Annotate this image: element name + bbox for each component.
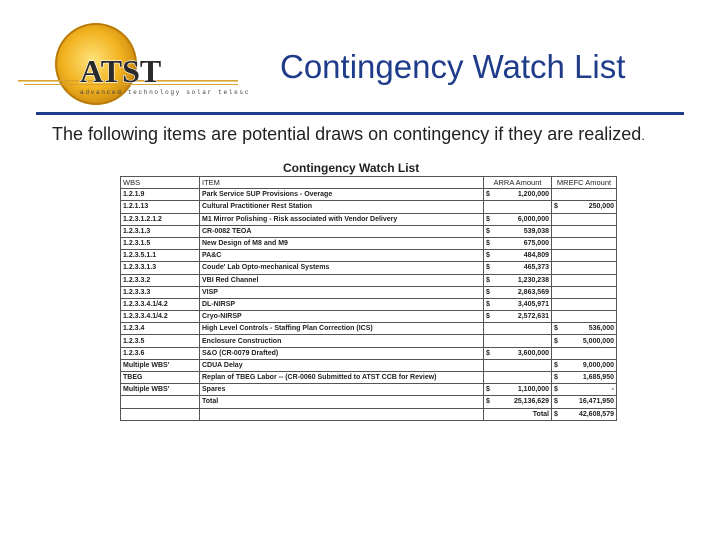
cell-wbs: Multiple WBS' xyxy=(121,384,200,396)
currency-symbol: $ xyxy=(486,191,490,199)
cell-mrefc xyxy=(552,396,617,408)
currency-symbol: $ xyxy=(554,398,558,406)
table-row xyxy=(121,237,617,249)
table-row xyxy=(121,225,617,237)
amount-value: 25,136,629 xyxy=(513,398,549,406)
amount-value: 484,809 xyxy=(523,252,549,260)
currency-symbol: $ xyxy=(486,276,490,284)
cell-item: VBI Red Channel xyxy=(200,274,484,286)
cell-item: VISP xyxy=(200,286,484,298)
slide-title: Contingency Watch List xyxy=(280,48,626,85)
cell-mrefc xyxy=(552,189,617,201)
cell-mrefc xyxy=(552,262,617,274)
cell-wbs: 1.2.3.5 xyxy=(121,335,200,347)
cell-item: M1 Mirror Polishing - Risk associated with Vendor Delivery xyxy=(200,213,484,225)
cell-item: Coude' Lab Opto-mechanical Systems xyxy=(200,262,484,274)
amount-value: 1,685,950 xyxy=(582,374,614,382)
grand-total-label: Total xyxy=(484,408,552,420)
currency-symbol: $ xyxy=(486,398,490,406)
cell-mrefc xyxy=(552,298,617,310)
intro-sentence: The following items are potential draws on contingency if they are realized xyxy=(52,124,642,144)
table-row xyxy=(121,335,617,347)
cell-arra xyxy=(484,262,552,274)
cell-mrefc xyxy=(552,225,617,237)
title-divider xyxy=(36,112,684,115)
header-item: ITEM xyxy=(200,177,484,189)
cell-arra xyxy=(484,189,552,201)
cell-arra xyxy=(484,323,552,335)
cell-mrefc xyxy=(552,213,617,225)
cell-arra xyxy=(484,286,552,298)
table-row xyxy=(121,286,617,298)
cell-item: High Level Controls - Staffing Plan Correction (ICS) xyxy=(200,323,484,335)
cell-mrefc xyxy=(552,274,617,286)
table-row xyxy=(121,372,617,384)
cell-arra xyxy=(484,311,552,323)
currency-symbol: $ xyxy=(554,410,558,418)
table-row xyxy=(121,262,617,274)
amount-value: 465,373 xyxy=(523,264,549,272)
cell-wbs: 1.2.3.6 xyxy=(121,347,200,359)
amount-value: 536,000 xyxy=(588,325,614,333)
table-row xyxy=(121,201,617,213)
cell-wbs xyxy=(121,396,200,408)
currency-symbol: $ xyxy=(486,215,490,223)
amount-value: 250,000 xyxy=(588,203,614,211)
cell-arra xyxy=(484,335,552,347)
header-wbs: WBS xyxy=(121,177,200,189)
currency-symbol: $ xyxy=(554,374,558,382)
table-title: Contingency Watch List xyxy=(283,161,420,175)
cell-empty xyxy=(121,408,200,420)
table-row xyxy=(121,298,617,310)
cell-mrefc xyxy=(552,359,617,371)
cell-wbs: 1.2.3.3.3 xyxy=(121,286,200,298)
currency-symbol: $ xyxy=(486,386,490,394)
cell-wbs: 1.2.1.9 xyxy=(121,189,200,201)
amount-value: 675,000 xyxy=(523,240,549,248)
cell-item: Cryo-NIRSP xyxy=(200,311,484,323)
cell-wbs: Multiple WBS' xyxy=(121,359,200,371)
amount-value: 2,863,569 xyxy=(517,288,549,296)
cell-mrefc xyxy=(552,286,617,298)
table-row xyxy=(121,189,617,201)
cell-mrefc xyxy=(552,335,617,347)
cell-item: Spares xyxy=(200,384,484,396)
currency-symbol: $ xyxy=(554,386,558,394)
cell-item: S&O (CR-0079 Drafted) xyxy=(200,347,484,359)
amount-value: 3,405,971 xyxy=(517,300,549,308)
cell-item: Total xyxy=(200,396,484,408)
logo-tagline: advanced technology solar telescope xyxy=(80,89,248,96)
currency-symbol: $ xyxy=(486,349,490,357)
cell-wbs: 1.2.3.3.4.1/4.2 xyxy=(121,311,200,323)
cell-arra xyxy=(484,298,552,310)
contingency-table xyxy=(120,176,617,421)
intro-period: . xyxy=(641,128,645,143)
cell-item: Enclosure Construction xyxy=(200,335,484,347)
cell-wbs: TBEG xyxy=(121,372,200,384)
cell-mrefc xyxy=(552,311,617,323)
cell-arra xyxy=(484,225,552,237)
table-row xyxy=(121,359,617,371)
header-mrefc: MREFC Amount xyxy=(552,177,617,189)
cell-wbs: 1.2.3.3.1.3 xyxy=(121,262,200,274)
amount-value: 16,471,950 xyxy=(578,398,614,406)
cell-mrefc xyxy=(552,347,617,359)
cell-mrefc xyxy=(552,201,617,213)
cell-arra xyxy=(484,250,552,262)
logo-wordmark: ATST xyxy=(80,53,162,89)
currency-symbol: $ xyxy=(554,337,558,345)
cell-wbs: 1.2.3.1.2.1.2 xyxy=(121,213,200,225)
cell-item: Replan of TBEG Labor -- (CR-0060 Submitted to ATST CCB for Review) xyxy=(200,372,484,384)
cell-wbs: 1.2.3.3.4.1/4.2 xyxy=(121,298,200,310)
cell-mrefc xyxy=(552,250,617,262)
cell-arra xyxy=(484,384,552,396)
currency-symbol: $ xyxy=(486,264,490,272)
cell-arra xyxy=(484,396,552,408)
amount-value: 1,100,000 xyxy=(517,386,549,394)
cell-item: DL-NIRSP xyxy=(200,298,484,310)
table-row xyxy=(121,347,617,359)
grand-total-value xyxy=(552,408,617,420)
header-arra: ARRA Amount xyxy=(484,177,552,189)
cell-wbs: 1.2.3.4 xyxy=(121,323,200,335)
subtotal-row xyxy=(121,396,617,408)
cell-wbs: 1.2.3.1.5 xyxy=(121,237,200,249)
cell-mrefc xyxy=(552,372,617,384)
cell-item: New Design of M8 and M9 xyxy=(200,237,484,249)
cell-item: CDUA Delay xyxy=(200,359,484,371)
amount-value: 9,000,000 xyxy=(582,361,614,369)
currency-symbol: $ xyxy=(554,325,558,333)
table-row xyxy=(121,384,617,396)
cell-arra xyxy=(484,359,552,371)
cell-mrefc xyxy=(552,237,617,249)
table-header-row xyxy=(121,177,617,189)
cell-item: Park Service SUP Provisions - Overage xyxy=(200,189,484,201)
intro-text xyxy=(52,124,652,146)
cell-item: CR-0082 TEOA xyxy=(200,225,484,237)
table-row xyxy=(121,250,617,262)
currency-symbol: $ xyxy=(554,203,558,211)
currency-symbol: $ xyxy=(486,288,490,296)
cell-arra xyxy=(484,347,552,359)
cell-arra xyxy=(484,201,552,213)
cell-item: Cultural Practitioner Rest Station xyxy=(200,201,484,213)
cell-mrefc xyxy=(552,323,617,335)
amount-value: 2,572,631 xyxy=(517,313,549,321)
amount-value: - xyxy=(611,386,614,394)
amount-value: 5,000,000 xyxy=(582,337,614,345)
atst-logo xyxy=(18,22,248,112)
currency-symbol: $ xyxy=(486,240,490,248)
cell-wbs: 1.2.3.5.1.1 xyxy=(121,250,200,262)
table-row xyxy=(121,213,617,225)
amount-value: 42,608,579 xyxy=(578,410,614,418)
amount-value: 3,600,000 xyxy=(517,349,549,357)
currency-symbol: $ xyxy=(486,313,490,321)
amount-value: 539,038 xyxy=(523,227,549,235)
cell-mrefc xyxy=(552,384,617,396)
currency-symbol: $ xyxy=(486,300,490,308)
currency-symbol: $ xyxy=(486,252,490,260)
amount-value: 6,000,000 xyxy=(517,215,549,223)
table-row xyxy=(121,311,617,323)
cell-arra xyxy=(484,237,552,249)
amount-value: 1,230,238 xyxy=(517,276,549,284)
cell-arra xyxy=(484,372,552,384)
cell-wbs: 1.2.1.13 xyxy=(121,201,200,213)
grand-total-row xyxy=(121,408,617,420)
table-row xyxy=(121,323,617,335)
table-row xyxy=(121,274,617,286)
cell-empty xyxy=(200,408,484,420)
cell-item: PA&C xyxy=(200,250,484,262)
cell-arra xyxy=(484,213,552,225)
amount-value: 1,200,000 xyxy=(517,191,549,199)
currency-symbol: $ xyxy=(486,227,490,235)
cell-arra xyxy=(484,274,552,286)
currency-symbol: $ xyxy=(554,361,558,369)
cell-wbs: 1.2.3.3.2 xyxy=(121,274,200,286)
cell-wbs: 1.2.3.1.3 xyxy=(121,225,200,237)
